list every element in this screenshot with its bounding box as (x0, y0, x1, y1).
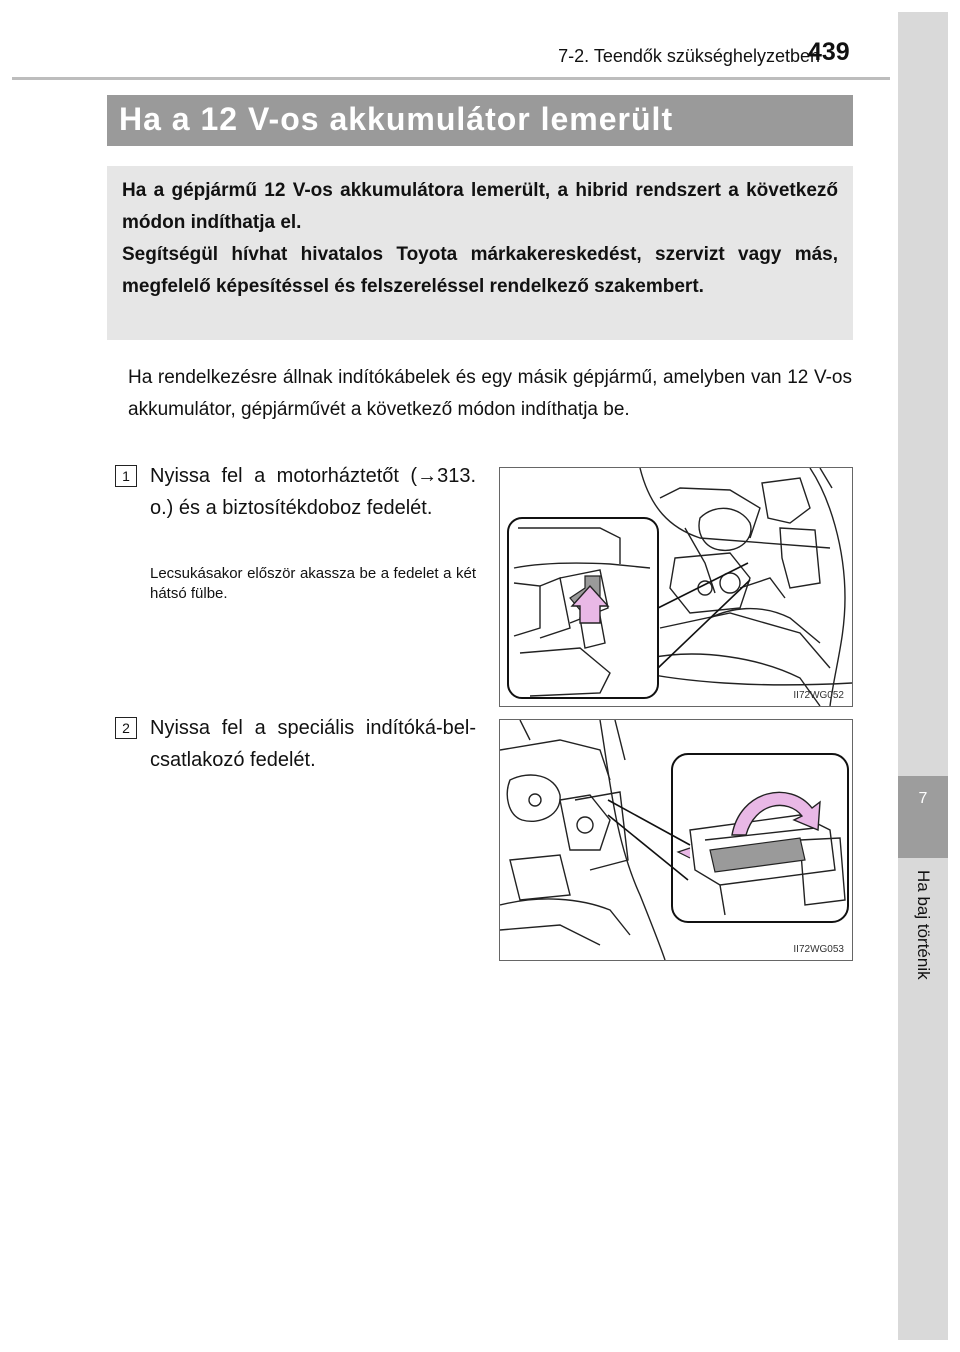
chapter-number: 7 (918, 790, 928, 807)
title-banner (107, 95, 853, 146)
figure-fuse-box-cover (499, 467, 853, 707)
chapter-tab[interactable] (898, 776, 948, 858)
page-title: Ha a 12 V-os akkumulátor lemerült (119, 101, 674, 137)
step-1-number: 1 (115, 465, 137, 487)
engine-bay-illustration-2 (500, 720, 852, 960)
step-2-number: 2 (115, 717, 137, 739)
chapter-label-container (886, 870, 960, 1000)
step-1-note: Lecsukásakor először akassza be a fedelet a két hátsó fülbe. (150, 565, 476, 602)
step-1-text: Nyissa fel a motorháztetőt (→313. o.) és a biztosítékdoboz fedelét. (150, 465, 476, 519)
figure-code-2: II72WG053 (793, 944, 844, 955)
step-2-text: Nyissa fel a speciális indítóká-bel-csatlakozó fedelét. (150, 717, 476, 771)
figure-code-1: II72WG052 (793, 690, 844, 701)
figure-jump-start-cover (499, 719, 853, 961)
chapter-label: Ha baj történik (914, 870, 933, 980)
intro-paragraph-1: Ha a gépjármű 12 V-os akkumulátora lemerült, a hibrid rendszert a következő módon indíthatja el. (122, 180, 838, 233)
intro-box (107, 166, 853, 340)
body-paragraph: Ha rendelkezésre állnak indítókábelek és egy másik gépjármű, amelyben van 12 V-os akkumulátor, gépjárművét a következő módon indíthatja be. (128, 367, 852, 420)
section-title: 7-2. Teendők szükséghelyzetben (558, 46, 820, 66)
side-column (898, 12, 948, 1340)
engine-bay-illustration-1 (500, 468, 852, 706)
intro-paragraph-2: Segítségül hívhat hivatalos Toyota márkakereskedést, szervizt vagy más, megfelelő képesítéssel és felszereléssel rendelkező szakembert. (122, 244, 838, 297)
page-number: 439 (808, 38, 850, 66)
header-divider (12, 77, 890, 80)
